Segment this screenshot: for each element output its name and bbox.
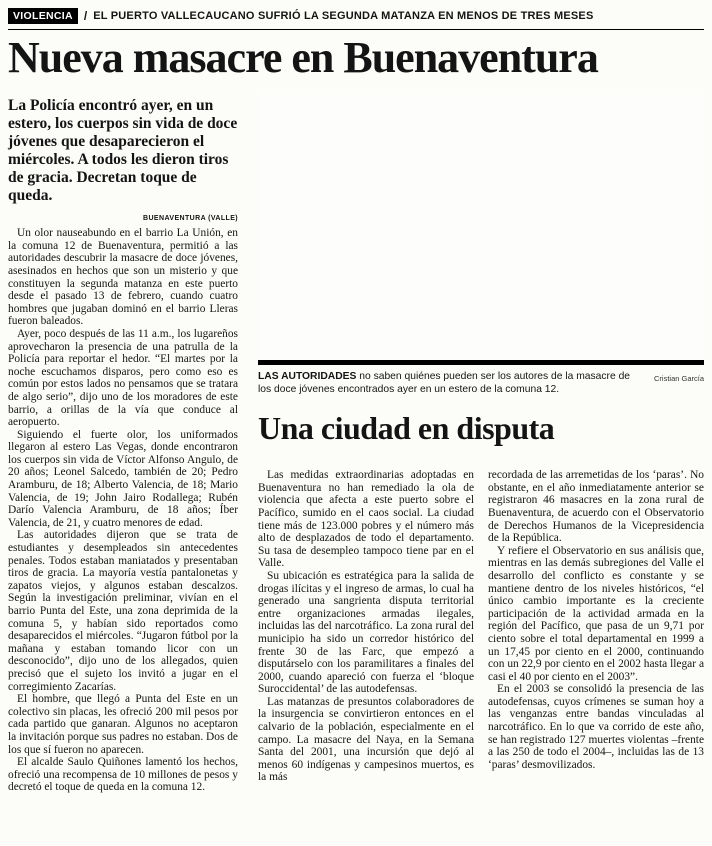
header-divider — [8, 29, 704, 30]
page-content — [8, 95, 704, 794]
article-paragraph: Ayer, poco después de las 11 a.m., los lugareños aprovecharon la presencia de una patrulla de la Policía para reportar el hedor. “El martes por la noche escuchamos disparos, pero como eso es común por estos lados no pensamos que se tratara de algo serio”, dijo uno de los moradores de este barrio, a orillas de la vía que conduce al aeropuerto. — [8, 327, 238, 429]
article-paragraph: El hombre, que llegó a Punta del Este en un colectivo sin placas, les ofreció 200 mil pesos por cada partido que ganaran. Algunos no aceptaron la invitación porque sus padres no estaban. Dos de los que sí fueron no aparecen. — [8, 693, 238, 756]
lead-article — [8, 95, 238, 794]
caption-lead: LAS AUTORIDADES — [258, 371, 357, 383]
secondary-headline: Una ciudad en disputa — [258, 410, 555, 447]
article-header — [8, 8, 704, 81]
photo-caption — [258, 370, 704, 396]
article-paragraph: En el 2003 se consolidó la presencia de las autodefensas, cuyos crímenes se suman hoy a las venganzas entre bandas vinculadas al narcotráfico. En lo que va corrido de este año, se han registrado 127 muertes violentas –frente a las 250 de todo el 2004–, incluidas las de 13 ‘paras’ desmovilizados. — [488, 683, 704, 771]
right-section — [258, 95, 704, 794]
photo-credit: Cristian García — [653, 374, 704, 384]
article-paragraph: Su ubicación es estratégica para la salida de drogas ilícitas y el ingreso de armas, lo cual ha generado una sangrienta disputa territorial entre organizaciones armadas ilegales, incluidas las del narcotráfico. La zona rural del municipio ha sido un corredor histórico del frente 30 de las Farc, que empezó a disputárselo con los paramilitares a finales del 2000, cuando apareció con fuerza el ‘bloque Suroccidental’ de las autodefensas. — [258, 569, 474, 696]
kicker-text: EL PUERTO VALLECAUCANO SUFRIÓ LA SEGUNDA MATANZA EN MENOS DE TRES MESES — [93, 10, 594, 22]
article-paragraph: Y refiere el Observatorio en sus análisis que, mientras en las demás subregiones del Valle el desarrollo del conflicto es constante y se mantiene dentro de los niveles históricos, “el único cambio importante es la creciente participación de la actividad armada en la región del Pacífico, que pasa de un 9,71 por ciento sobre el total departamental en 1999 a un 17,45 por ciento en el 2000, continuando con un 22,9 por ciento en el 2002 hasta llegar a casi el 40 por ciento en el 2003”. — [488, 544, 704, 683]
kicker-separator: / — [83, 9, 88, 23]
secondary-column-1 — [258, 469, 474, 784]
article-paragraph: recordada de las arremetidas de los ‘paras’. No obstante, en el año inmediatamente anterior se registraron 46 masacres en la zona rural de Buenaventura, de acuerdo con el Observatorio de Derechos Humanos de la Vicepresidencia de la República. — [488, 469, 704, 545]
article-paragraph: Las autoridades dijeron que se trata de estudiantes y desempleados sin antecedentes penales. Todos estaban maniatados y presentaban tiros de gracia. La mayoría vestía pantalonetas y zapatos viejos, y algunos estaban descalzos. Según la investigación preliminar, vivían en el barrio Punta del Este, una zona deprimida de la comuna 5, y habían sido reportados como desaparecidos el miércoles. “Jugaron fútbol por la mañana y estaban tomando licor con un desconocido”, dijo uno de los allegados, quien precisó que el sujeto los invitó a jugar en el corregimiento Zacarías. — [8, 529, 238, 693]
main-headline: Nueva masacre en Buenaventura — [8, 33, 598, 82]
article-paragraph: Las matanzas de presuntos colaboradores de la insurgencia se convirtieron entonces en el calvario de la población, especialmente en el campo. La masacre del Naya, en la Semana Santa del 2001, una incursión que dejó al menos 60 indígenas y campesinos muertos, es la más — [258, 695, 474, 784]
article-paragraph: Las medidas extraordinarias adoptadas en Buenaventura no han remediado la ola de violencia que afecta a este puerto sobre el Pacífico, sumido en el caos social. La ciudad tiene más de 123.000 pobres y el número más alto de desplazados de todo el departamento. Su tasa de desempleo tampoco tiene par en el Valle. — [258, 469, 474, 570]
caption-text: no saben quiénes pueden ser los autores de la masacre de los doce jóvenes encontrados ayer en un estero de la comuna 12. — [258, 371, 631, 396]
section-tag: VIOLENCIA — [8, 8, 78, 24]
secondary-column-2 — [488, 469, 704, 784]
article-paragraph: El alcalde Saulo Quiñones lamentó los hechos, ofreció una recompensa de 10 millones de pesos y decretó el toque de queda en la comuna 12. — [8, 756, 238, 794]
article-paragraph: Siguiendo el fuerte olor, los uniformados llegaron al estero Las Vegas, donde encontraron los cuerpos sin vida de Víctor Alfonso Angulo, de 20 años; Leonel Salcedo, también de 20; Pedro Aramburu, de 18; Alberto Valencia, de 18; Mario Valencia, de 19; John Jairo Rodallega; Rubén Darío Valencia Aramburu, de 18 años; Íber Valencia, de 21, y cuatro menores de edad. — [8, 428, 238, 529]
kicker — [8, 8, 704, 24]
secondary-article — [258, 469, 704, 784]
news-photo — [258, 95, 704, 365]
article-lede: La Policía encontró ayer, en un estero, los cuerpos sin vida de doce jóvenes que desaparecieron el miércoles. A todos les dieron tiros de gracia. Decretan toque de queda. — [8, 97, 238, 205]
dateline: BUENAVENTURA (VALLE) — [143, 215, 238, 223]
article-paragraph: Un olor nauseabundo en el barrio La Unión, en la comuna 12 de Buenaventura, permitió a las autoridades descubrir la masacre de doce jóvenes, asesinados en hechos que son un misterio y que constituyen la segunda matanza en este puerto desde el pasado 13 de febrero, cuando cuatro hombres que jugaban dominó en el barrio Lleras fueron baleados. — [8, 227, 238, 328]
